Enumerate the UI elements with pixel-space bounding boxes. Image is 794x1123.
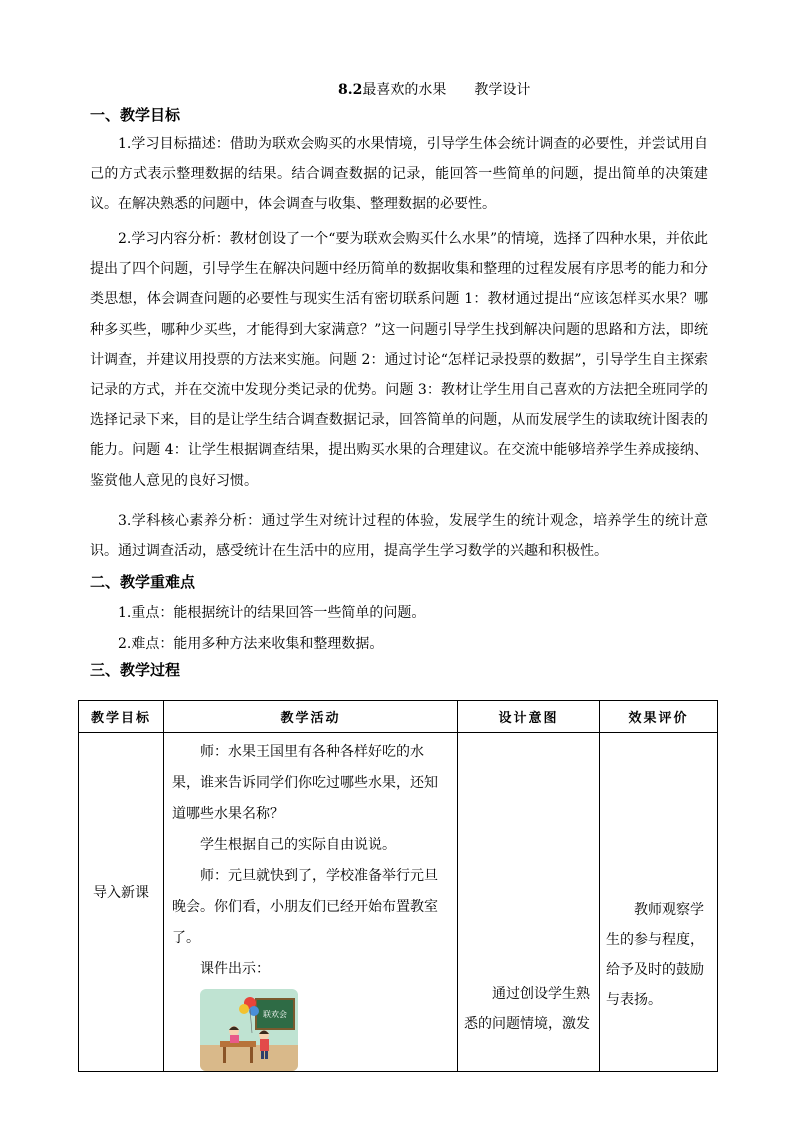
intent-text: 通过创设学生熟悉的问题情境，激发 xyxy=(464,986,590,1032)
section-heading-goals: 一、教学目标 xyxy=(90,106,181,124)
key-point-line: 1.重点：能根据统计的结果回答一些简单的问题。 xyxy=(118,605,426,621)
intent-cell xyxy=(458,733,600,1072)
paragraph-content-analysis: 2.学习内容分析：教材创设了一个“要为联欢会购买什么水果”的情境，选择了四种水果，并依此提出了四个问题，引导学生在解决问题中经历简单的数据收集和整理的过程发展有序思考的能力和分类思想，体会调查问题的必要性与现实生活有密切联系问题 1：教材通过提出“应该怎样买水果？哪种多买些，哪种少买些，才能得到大家满意？”这一问题引导学生找到解决问题的思路和方法，即统计调查，并建议用投票的方法来实施。问题 2：通过讨论“怎样记录投票的数据”，引导学生自主探索记录的方式，并在交流中发现分类记录的优势。问题 3：教材让学生用自己喜欢的方法把全班同学的选择记录下来，目的是让学生结合调查数据记录，回答简单的问题，从而发展学生的读取统计图表的能力。问题 4：让学生根据调查结果，提出购买水果的合理建议。在交流中能够培养学生养成接纳、鉴赏他人意见的良好习惯。 xyxy=(90,231,708,489)
section-heading-process: 三、教学过程 xyxy=(90,661,181,679)
activity-cell xyxy=(164,733,458,1072)
evaluation-text: 教师观察学生的参与程度，给予及时的鼓励与表扬。 xyxy=(606,902,704,1008)
table-row xyxy=(79,733,718,1072)
table-header-row xyxy=(79,701,718,733)
difficulty-line: 2.难点：能用多种方法来收集和整理数据。 xyxy=(118,636,384,652)
activity-line-1: 师：水果王国里有各种各样好吃的水果，谁来告诉同学们你吃过哪些水果，还知道哪些水果名称？ xyxy=(172,744,438,822)
header-activity: 教学活动 xyxy=(164,701,458,733)
evaluation-cell xyxy=(600,733,718,1072)
classroom-illustration xyxy=(200,989,298,1071)
title-number: 8.2 xyxy=(338,82,363,98)
header-goal: 教学目标 xyxy=(79,701,164,733)
paragraph-objectives: 1.学习目标描述：借助为联欢会购买的水果情境，引导学生体会统计调查的必要性，并尝试用自己的方式表示整理数据的结果。结合调查数据的记录，能回答一些简单的问题，提出简单的决策建议。在解决熟悉的问题中，体会调查与收集、整理数据的必要性。 xyxy=(90,136,708,213)
header-intent: 设计意图 xyxy=(458,701,600,733)
section-heading-key-points: 二、教学重难点 xyxy=(90,573,196,591)
process-table xyxy=(78,700,718,1072)
document-title xyxy=(338,79,530,99)
activity-line-2: 学生根据自己的实际自由说说。 xyxy=(200,837,396,853)
board-caption: 联欢会 xyxy=(263,1010,287,1019)
goal-text: 导入新课 xyxy=(93,885,149,901)
title-suffix: 教学设计 xyxy=(474,82,531,98)
title-name: 最喜欢的水果 xyxy=(362,82,447,98)
activity-line-3: 师：元旦就快到了，学校准备举行元旦晚会。你们看，小朋友们已经开始布置教室了。 xyxy=(172,868,438,946)
paragraph-core-literacy: 3.学科核心素养分析：通过学生对统计过程的体验，发展学生的统计观念，培养学生的统计意识。通过调查活动，感受统计在生活中的应用，提高学生学习数学的兴趣和积极性。 xyxy=(90,513,708,560)
activity-line-4: 课件出示： xyxy=(200,961,270,977)
goal-cell xyxy=(79,733,164,1072)
header-evaluation: 效果评价 xyxy=(600,701,718,733)
